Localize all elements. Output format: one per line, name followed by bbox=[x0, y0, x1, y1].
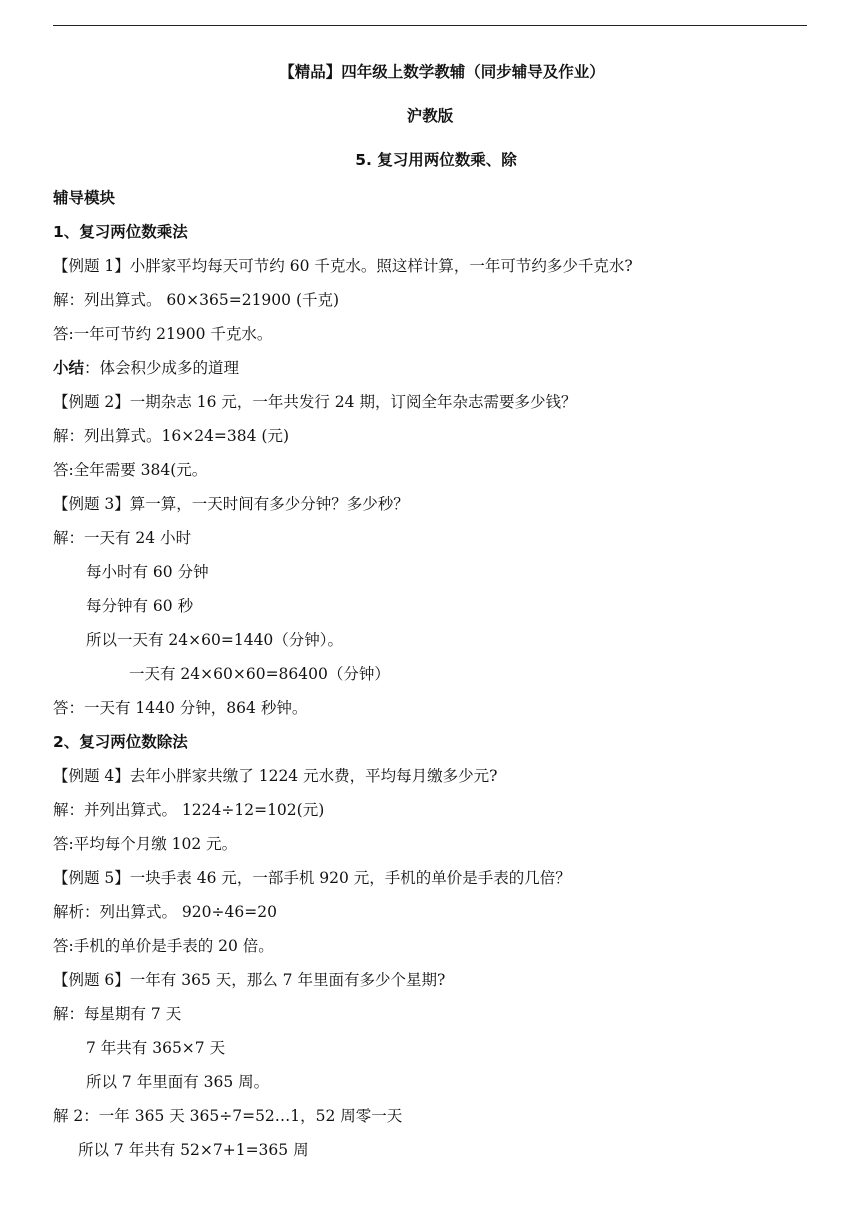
example-1-answer: 答:一年可节约 21900 千克水。 bbox=[53, 325, 273, 343]
example-6-step-2: 7 年共有 365×7 天 bbox=[86, 1039, 226, 1057]
lesson-title: 5. 复习用两位数乘、除 bbox=[355, 151, 517, 169]
summary-line bbox=[53, 358, 239, 378]
example-6-alt-conclusion: 所以 7 年共有 52×7+1=365 周 bbox=[78, 1141, 309, 1159]
example-2-question: 【例题 2】一期杂志 16 元，一年共发行 24 期，订阅全年杂志需要多少钱？ bbox=[53, 393, 577, 411]
example-3-step-5: 一天有 24×60×60=86400（分钟） bbox=[129, 665, 390, 683]
example-6-step-3: 所以 7 年里面有 365 周。 bbox=[86, 1073, 270, 1091]
example-4-question: 【例题 4】去年小胖家共缴了 1224 元水费，平均每月缴多少元? bbox=[53, 767, 498, 785]
example-5-answer: 答:手机的单价是手表的 20 倍。 bbox=[53, 937, 274, 955]
module-heading: 辅导模块 bbox=[53, 189, 116, 207]
example-3-step-1: 解：一天有 24 小时 bbox=[53, 529, 192, 547]
example-4-solution: 解：并列出算式。 1224÷12=102(元) bbox=[53, 801, 325, 819]
summary-label: 小结 bbox=[53, 359, 85, 377]
example-5-question: 【例题 5】一块手表 46 元，一部手机 920 元，手机的单价是手表的几倍？ bbox=[53, 869, 571, 887]
example-6-alt-solution: 解 2：一年 365 天 365÷7=52…1，52 周零一天 bbox=[53, 1107, 403, 1125]
example-3-step-4: 所以一天有 24×60=1440（分钟）。 bbox=[86, 631, 344, 649]
header-rule bbox=[53, 25, 807, 26]
example-6-question: 【例题 6】一年有 365 天，那么 7 年里面有多少个星期? bbox=[53, 971, 446, 989]
example-1-question: 【例题 1】小胖家平均每天可节约 60 千克水。照这样计算，一年可节约多少千克水? bbox=[53, 257, 633, 275]
example-3-answer: 答：一天有 1440 分钟，864 秒钟。 bbox=[53, 699, 308, 717]
section-heading-multiplication: 1、复习两位数乘法 bbox=[53, 223, 188, 241]
example-4-answer: 答:平均每个月缴 102 元。 bbox=[53, 835, 238, 853]
summary-text: ：体会积少成多的道理 bbox=[84, 359, 240, 377]
example-5-solution: 解析：列出算式。 920÷46=20 bbox=[53, 903, 277, 921]
example-2-answer: 答:全年需要 384(元。 bbox=[53, 461, 208, 479]
example-3-step-3: 每分钟有 60 秒 bbox=[86, 597, 194, 615]
section-heading-division: 2、复习两位数除法 bbox=[53, 733, 188, 751]
example-3-question: 【例题 3】算一算，一天时间有多少分钟？多少秒？ bbox=[53, 495, 409, 513]
example-6-step-1: 解：每星期有 7 天 bbox=[53, 1005, 182, 1023]
example-3-step-2: 每小时有 60 分钟 bbox=[86, 563, 209, 581]
example-2-solution: 解：列出算式。16×24=384 (元) bbox=[53, 427, 290, 445]
document-title: 【精品】四年级上数学教辅（同步辅导及作业） bbox=[279, 63, 605, 81]
edition-label: 沪教版 bbox=[406, 107, 454, 125]
example-1-solution: 解：列出算式。 60×365=21900 (千克) bbox=[53, 291, 340, 309]
